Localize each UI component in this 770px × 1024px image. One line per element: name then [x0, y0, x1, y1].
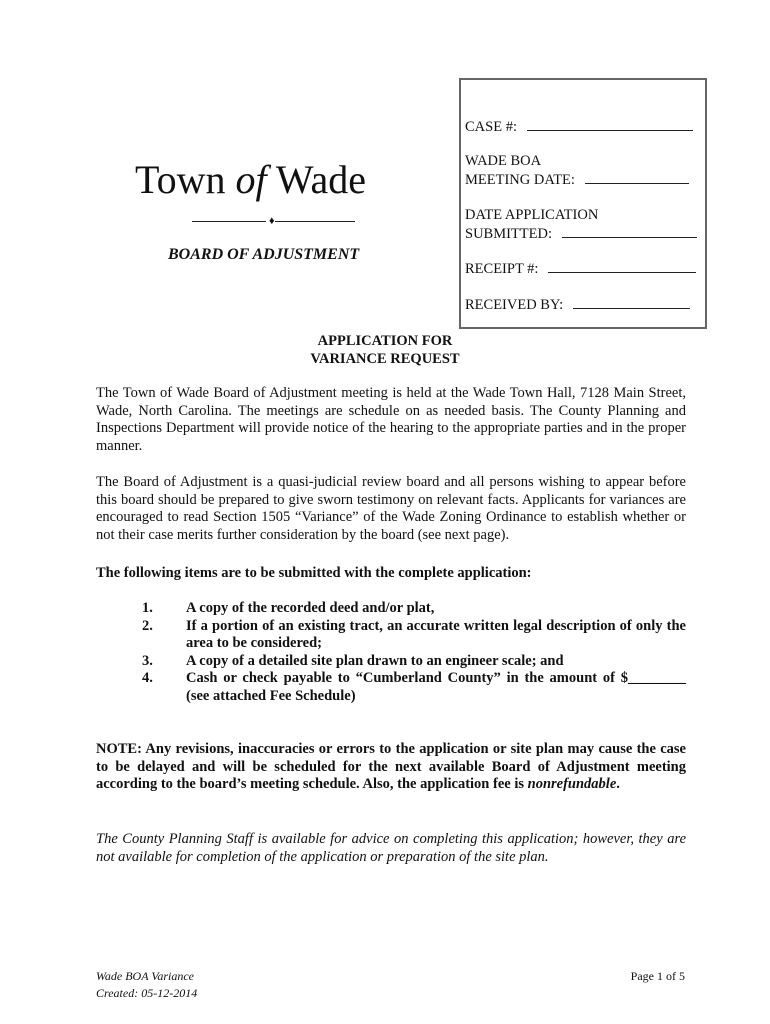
diamond-icon: ♦ — [269, 215, 275, 227]
application-title-line1: APPLICATION FOR — [317, 333, 453, 349]
receipt-blank[interactable] — [548, 259, 696, 273]
town-title — [135, 158, 366, 202]
list-item — [96, 653, 686, 671]
list-item-number: 3. — [142, 652, 153, 669]
list-item — [96, 600, 686, 618]
list-item-text: A copy of the recorded deed and/or plat, — [186, 600, 435, 616]
list-item-text: A copy of a detailed site plan drawn to an engineer scale; and — [186, 652, 564, 669]
case-number-label: CASE #: — [465, 119, 517, 135]
list-item-number: 4. — [142, 670, 153, 687]
note-paragraph — [96, 741, 686, 794]
application-title — [0, 332, 770, 368]
date-submitted-label-2: SUBMITTED: — [465, 226, 552, 242]
date-submitted-field[interactable] — [465, 224, 697, 243]
date-submitted-blank[interactable] — [562, 224, 697, 238]
received-by-blank[interactable] — [573, 295, 690, 309]
town-title-part2: Wade — [266, 157, 366, 202]
board-subtitle: BOARD OF ADJUSTMENT — [168, 246, 360, 263]
receipt-label: RECEIPT #: — [465, 261, 539, 277]
receipt-field[interactable] — [465, 259, 696, 278]
footer-doc-name: Wade BOA Variance — [96, 969, 194, 983]
application-title-line2: VARIANCE REQUEST — [310, 351, 460, 367]
case-number-blank[interactable] — [527, 117, 693, 131]
staff-availability-note: The County Planning Staff is available for advice on completing this application; however, they are not available for completion of the application or preparation of the site plan. — [96, 831, 686, 865]
page-number: Page 1 of 5 — [630, 969, 685, 983]
office-use-box — [459, 78, 707, 329]
note-text: NOTE: Any revisions, inaccuracies or errors to the application or site plan may cause the case to be delayed and will be scheduled for the next available Board of Adjustment meeting according to the board’s meeting schedule. Also, the application fee is — [96, 741, 686, 793]
case-number-field[interactable] — [465, 117, 693, 136]
list-item-text: Cash or check payable to “Cumberland County” in the amount of $________ (see attached Fee Schedule) — [186, 670, 686, 704]
list-item-text: If a portion of an existing tract, an accurate written legal description of only the area to be considered; — [186, 617, 686, 652]
note-suffix: . — [616, 776, 620, 793]
items-heading: The following items are to be submitted with the complete application: — [96, 565, 532, 581]
required-items-list — [96, 600, 686, 706]
list-item-number: 1. — [142, 600, 153, 616]
meeting-date-field[interactable] — [465, 170, 689, 189]
title-divider — [192, 214, 355, 228]
list-item — [96, 670, 686, 705]
received-by-label: RECEIVED BY: — [465, 297, 564, 313]
board-info-paragraph: The Board of Adjustment is a quasi-judicial review board and all persons wishing to appear before this board should be prepared to give sworn testimony on relevant facts. Applicants for variances are encouraged to read Section 1505 “Variance” of the Wade Zoning Ordinance to establish whether or not their case merits further consideration by the board (see next page). — [96, 474, 686, 543]
footer-created-date: Created: 05-12-2014 — [96, 986, 198, 1000]
meeting-date-label-1: WADE BOA — [465, 153, 542, 169]
date-submitted-label-1: DATE APPLICATION — [465, 207, 599, 223]
note-emphasis: nonrefundable — [527, 776, 617, 793]
list-item — [96, 618, 686, 653]
meeting-date-label-2: MEETING DATE: — [465, 172, 575, 188]
town-title-of: of — [235, 157, 267, 202]
town-title-part1: Town — [135, 157, 236, 202]
list-item-number: 2. — [142, 617, 153, 634]
meeting-date-blank[interactable] — [585, 170, 689, 184]
received-by-field[interactable] — [465, 295, 690, 314]
meeting-info-paragraph: The Town of Wade Board of Adjustment meeting is held at the Wade Town Hall, 7128 Main Street, Wade, North Carolina. The meetings are schedule on as needed basis. The County Planning and Inspections Department will provide notice of the hearing to the appropriate parties and in the proper manner. — [96, 385, 686, 454]
